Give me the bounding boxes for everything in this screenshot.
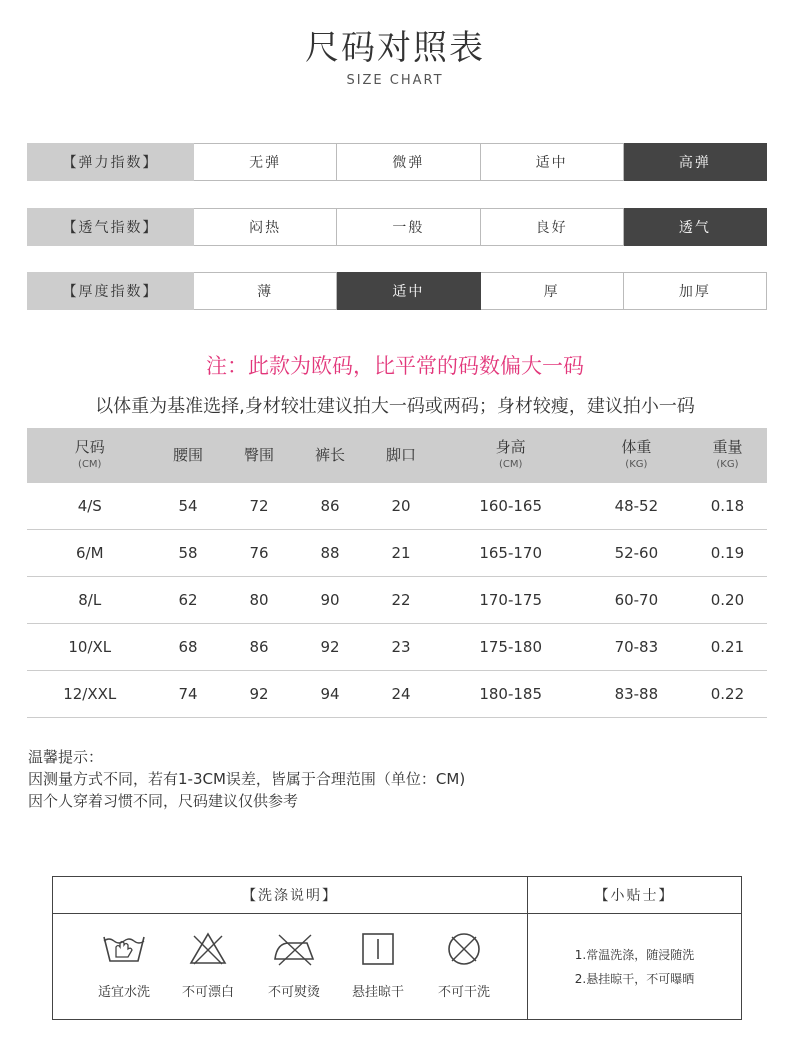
table-cell: 21	[366, 530, 437, 577]
index-option: 微弹	[337, 143, 480, 181]
wash-header: 【洗涤说明】	[242, 888, 338, 904]
tip-header: 【小贴士】	[594, 888, 675, 904]
column-name: 腰围	[173, 446, 204, 464]
table-cell: 160-165	[437, 483, 585, 530]
table-cell: 92	[295, 624, 366, 671]
care-item	[333, 931, 423, 1000]
table-cell: 60-70	[585, 577, 688, 624]
table-cell: 62	[153, 577, 224, 624]
table-cell: 0.21	[688, 624, 767, 671]
tip-list	[528, 943, 741, 991]
index-option: 闷热	[194, 208, 337, 246]
column-unit: (CM)	[78, 458, 102, 470]
table-cell: 8/L	[27, 577, 153, 624]
table-row	[27, 483, 767, 530]
page-subtitle: SIZE CHART	[346, 73, 444, 88]
table-cell: 23	[366, 624, 437, 671]
index-option: 无弹	[194, 143, 337, 181]
index-label: 【弹力指数】	[27, 143, 194, 181]
table-cell: 54	[153, 483, 224, 530]
table-cell: 86	[224, 624, 295, 671]
table-cell: 70-83	[585, 624, 688, 671]
column-header	[585, 428, 688, 483]
care-item	[163, 931, 253, 1000]
column-unit: (KG)	[625, 458, 648, 470]
tips-block	[28, 746, 465, 812]
column-name: 裤长	[315, 446, 346, 464]
table-cell: 52-60	[585, 530, 688, 577]
index-option: 薄	[194, 272, 337, 310]
table-cell: 94	[295, 671, 366, 718]
table-cell: 72	[224, 483, 295, 530]
column-name: 尺码	[74, 437, 105, 456]
table-cell: 90	[295, 577, 366, 624]
table-cell: 12/XXL	[27, 671, 153, 718]
column-name: 脚口	[386, 446, 417, 464]
table-cell: 165-170	[437, 530, 585, 577]
index-option: 加厚	[624, 272, 767, 310]
table-cell: 180-185	[437, 671, 585, 718]
index-option: 厚	[481, 272, 624, 310]
table-cell: 48-52	[585, 483, 688, 530]
size-advice: 以体重为基准选择,身材较壮建议拍大一码或两码；身材较瘦，建议拍小一码	[95, 396, 695, 417]
no-bleach-icon	[185, 931, 231, 967]
table-cell: 92	[224, 671, 295, 718]
care-label: 悬挂晾干	[351, 985, 404, 1000]
tips-line: 因测量方式不同，若有1-3CM误差，皆属于合理范围（单位：CM)	[28, 770, 466, 788]
care-label: 适宜水洗	[97, 985, 150, 1000]
care-label: 不可漂白	[181, 985, 234, 1000]
page-title: 尺码对照表	[305, 28, 485, 68]
column-unit: (CM)	[498, 458, 523, 470]
table-cell: 74	[153, 671, 224, 718]
table-cell: 86	[295, 483, 366, 530]
index-option: 适中	[481, 143, 624, 181]
index-option: 一般	[337, 208, 480, 246]
tips-title: 温馨提示：	[28, 748, 104, 766]
table-cell: 6/M	[27, 530, 153, 577]
column-header	[153, 428, 224, 483]
table-cell: 170-175	[437, 577, 585, 624]
tips-line: 因个人穿着习惯不同，尺码建议仅供参考	[28, 792, 299, 810]
table-cell: 10/XL	[27, 624, 153, 671]
index-label: 【厚度指数】	[27, 272, 194, 310]
column-name: 臀围	[244, 446, 275, 464]
care-item	[419, 931, 509, 1000]
column-header	[366, 428, 437, 483]
index-option: 良好	[481, 208, 624, 246]
table-row	[27, 530, 767, 577]
column-header	[688, 428, 767, 483]
index-label: 【透气指数】	[27, 208, 194, 246]
column-header	[295, 428, 366, 483]
column-name: 体重	[621, 437, 652, 456]
table-row	[27, 577, 767, 624]
no-iron-icon	[269, 931, 319, 967]
table-cell: 22	[366, 577, 437, 624]
table-row	[27, 671, 767, 718]
table-cell: 58	[153, 530, 224, 577]
tip-item: 1.常温洗涤，随浸随洗	[574, 948, 695, 962]
table-cell: 24	[366, 671, 437, 718]
index-option: 适中	[337, 272, 480, 310]
table-row	[27, 624, 767, 671]
index-row	[27, 208, 767, 246]
care-item	[249, 931, 339, 1000]
size-note: 注：此款为欧码，比平常的码数偏大一码	[206, 354, 584, 378]
divider	[53, 913, 741, 914]
tip-item: 2.悬挂晾干，不可曝晒	[574, 972, 695, 986]
table-cell: 83-88	[585, 671, 688, 718]
hand-wash-icon	[101, 931, 147, 967]
table-cell: 175-180	[437, 624, 585, 671]
table-cell: 20	[366, 483, 437, 530]
care-box	[52, 876, 742, 1020]
index-row	[27, 143, 767, 181]
care-label: 不可干洗	[437, 985, 490, 1000]
table-cell: 68	[153, 624, 224, 671]
care-item	[79, 931, 169, 1000]
table-cell: 0.20	[688, 577, 767, 624]
column-name: 身高	[495, 437, 526, 456]
table-cell: 0.18	[688, 483, 767, 530]
table-cell: 80	[224, 577, 295, 624]
column-header	[27, 428, 153, 483]
table-cell: 88	[295, 530, 366, 577]
table-cell: 76	[224, 530, 295, 577]
index-option: 透气	[624, 208, 767, 246]
table-cell: 0.19	[688, 530, 767, 577]
table-cell: 4/S	[27, 483, 153, 530]
column-header	[224, 428, 295, 483]
column-header	[437, 428, 585, 483]
column-name: 重量	[712, 437, 743, 456]
hang-dry-icon	[355, 931, 401, 967]
care-label: 不可熨烫	[267, 985, 320, 1000]
index-row	[27, 272, 767, 310]
no-dry-clean-icon	[441, 931, 487, 967]
size-table	[27, 428, 767, 718]
table-cell: 0.22	[688, 671, 767, 718]
column-unit: (KG)	[716, 458, 739, 470]
index-option: 高弹	[624, 143, 767, 181]
